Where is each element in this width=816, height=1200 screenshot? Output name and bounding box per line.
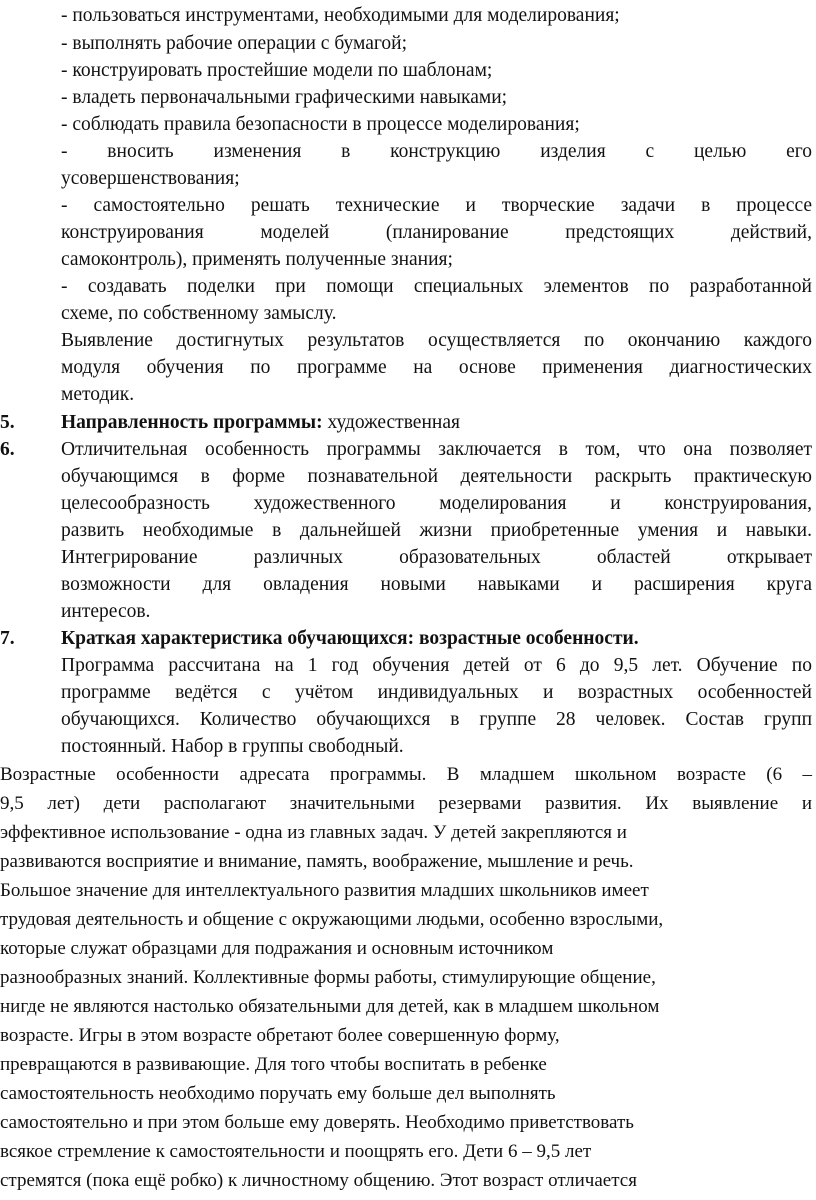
body-text: возрасте. Игры в этом возрасте обретают более совершенную форму, [0,1025,560,1046]
section-6-text: Отличительная особенность программы заключается в том, что она позволяет [61,439,812,460]
section-7-number: 7. [0,628,15,649]
body-text: Большое значение для интеллектуального развития младших школьников имеет [0,880,649,901]
results-text: модуля обучения по программе на основе применения диагностических [61,357,812,378]
section-7-title: Краткая характеристика обучающихся: возрастные особенности. [61,628,639,649]
skill-item: - выполнять рабочие операции с бумагой; [61,33,407,54]
section-5-heading [61,410,460,436]
skill-item: - пользоваться инструментами, необходимыми для моделирования; [61,5,620,26]
body-text: превращаются в развивающие. Для того чтобы воспитать в ребенке [0,1054,547,1075]
skill-item: - создавать поделки при помощи специальных элементов по разработанной [61,276,812,297]
skill-item-cont: усовершенствования; [61,168,240,189]
body-text: Возрастные особенности адресата программы. В младшем школьном возрасте (6 – [0,764,812,785]
body-text: стремятся (пока ещё робко) к личностному общению. Этот возраст отличается [0,1170,637,1191]
section-6-number: 6. [0,439,15,460]
section-6-text: Интегрирование различных образовательных областей открывает [61,547,812,568]
body-text: эффективное использование - одна из главных задач. У детей закрепляются и [0,822,627,843]
body-text: разнообразных знаний. Коллективные формы работы, стимулирующие общение, [0,967,656,988]
body-text: 9,5 лет) дети располагают значительными резервами развития. Их выявление и [0,793,812,814]
skill-item: - самостоятельно решать технические и творческие задачи в процессе [61,195,812,216]
section-7-text: обучающихся. Количество обучающихся в группе 28 человек. Состав групп [61,709,812,730]
body-text: самостоятельно и при этом больше ему доверять. Необходимо приветствовать [0,1112,634,1133]
skill-item-cont: самоконтроль), применять полученные знания; [61,249,453,270]
body-text: нигде не являются настолько обязательными для детей, как в младшем школьном [0,996,660,1017]
section-5-number: 5. [0,412,15,433]
body-text: трудовая деятельность и общение с окружающими людьми, особенно взрослыми, [0,909,664,930]
skill-item: - конструировать простейшие модели по шаблонам; [61,60,493,81]
skill-item: - вносить изменения в конструкцию изделия с целью его [61,141,812,162]
body-text: всякое стремление к самостоятельности и поощрять его. Дети 6 – 9,5 лет [0,1141,592,1162]
section-6-text: возможности для овладения новыми навыками и расширения круга [61,574,812,595]
body-text: развиваются восприятие и внимание, память, воображение, мышление и речь. [0,851,634,872]
section-6-text: интересов. [61,601,151,622]
section-6-text: обучающимся в форме познавательной деятельности раскрыть практическую [61,466,812,487]
results-text: Выявление достигнутых результатов осуществляется по окончанию каждого [61,330,812,351]
body-text: которые служат образцами для подражания и основным источником [0,938,554,959]
section-7-text: Программа рассчитана на 1 год обучения детей от 6 до 9,5 лет. Обучение по [61,655,812,676]
body-text: самостоятельность необходимо поручать ему больше дел выполнять [0,1083,556,1104]
skill-item: - владеть первоначальными графическими навыками; [61,87,508,108]
section-5-value: художественная [322,412,460,433]
section-7-text: постоянный. Набор в группы свободный. [61,736,404,757]
section-7-text: программе ведётся с учётом индивидуальных и возрастных особенностей [61,682,812,703]
section-6-text: развить необходимые в дальнейшей жизни приобретенные умения и навыки. [61,520,812,541]
section-5-title: Направленность программы: [61,412,323,433]
section-6-text: целесообразность художественного моделирования и конструирования, [61,493,812,514]
skill-item-cont: конструирования моделей (планирование предстоящих действий, [61,222,812,243]
skill-item-cont: схеме, по собственному замыслу. [61,303,337,324]
skill-item: - соблюдать правила безопасности в процессе моделирования; [61,114,580,135]
results-text: методик. [61,384,135,405]
